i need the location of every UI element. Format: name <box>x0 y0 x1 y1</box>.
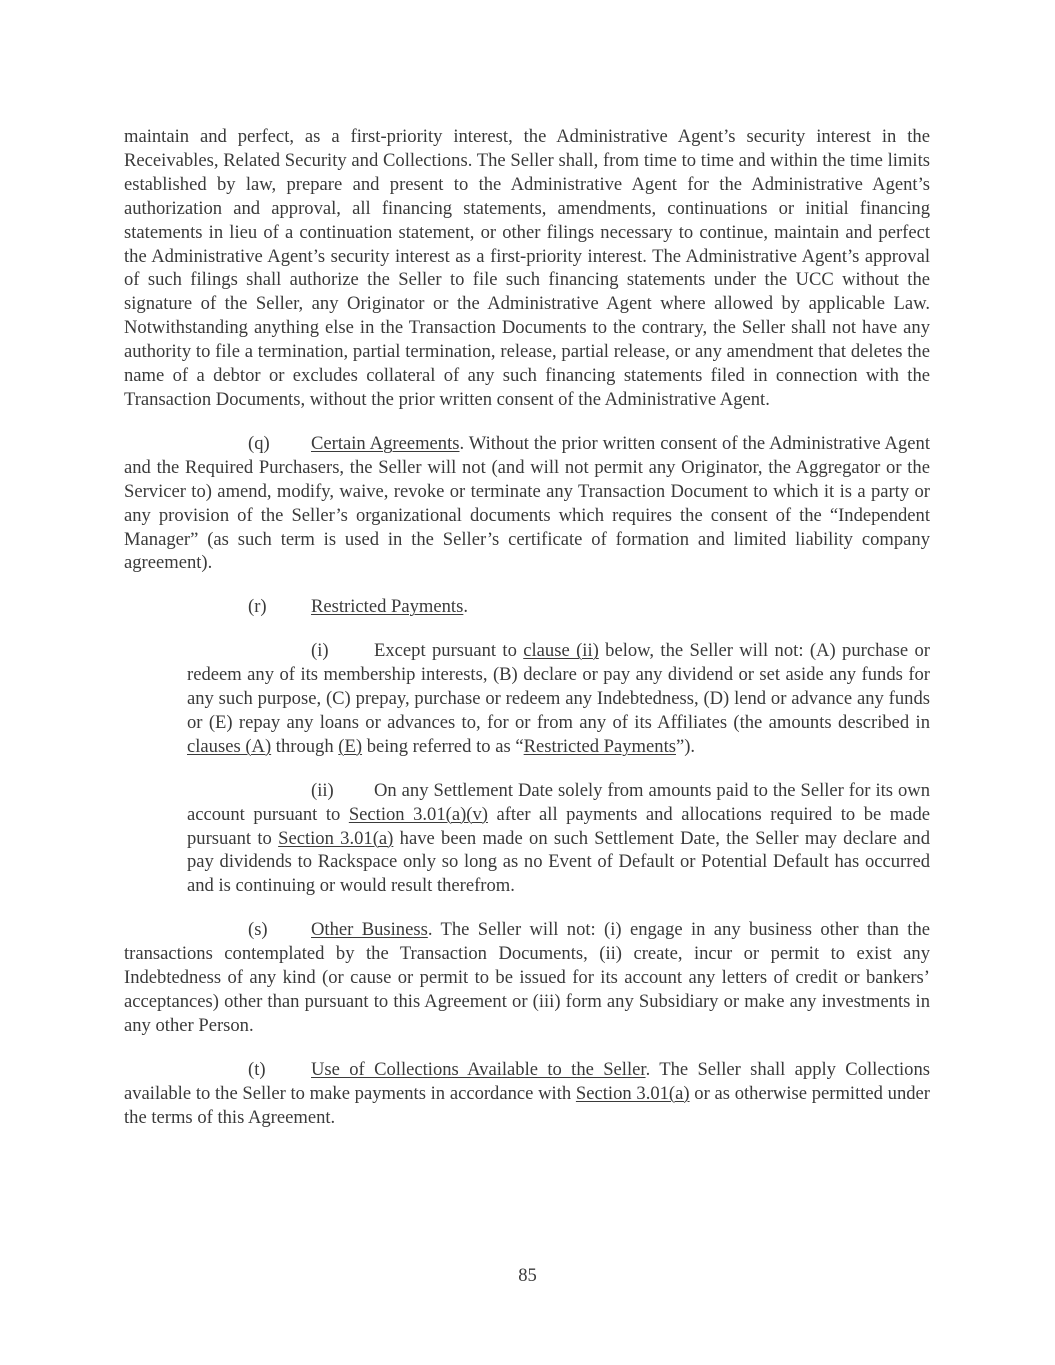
section-s <box>124 918 930 1038</box>
section-r-heading: Restricted Payments <box>311 596 464 618</box>
cross-reference: (E) <box>338 735 363 757</box>
cross-reference: Section 3.01(a) <box>575 1082 690 1104</box>
text-run: or as otherwise permitted under the terms of this Agreement. <box>124 1082 930 1128</box>
text-run: On any Settlement Date solely from amounts paid to the Seller for its own account pursuant to <box>187 779 930 825</box>
cross-reference: clauses (A) <box>187 735 272 757</box>
text-run: have been made on such Settlement Date, the Seller may declare and pay dividends to Rackspace only so long as no Event of Default or Potential Default has occurred and is continuing or would result therefrom. <box>187 827 930 897</box>
section-q-heading: Certain Agreements <box>311 432 460 454</box>
defined-term: Restricted Payments <box>523 735 676 757</box>
text-run: being referred to as “ <box>362 735 524 757</box>
section-t-heading: Use of Collections Available to the Seller <box>311 1058 646 1080</box>
section-r-i <box>187 639 930 759</box>
text-run: Except pursuant to <box>374 640 524 662</box>
paragraph-intro: maintain and perfect, as a first-priority interest, the Administrative Agent’s security interest in the Receivables, Related Security and Collections. The Seller shall, from time to time and within the time limits established by law, prepare and present to the Administrative Agent for the Administrative Agent’s authorization and approval, all financing statements, amendments, continuations or initial financing statements in lieu of a continuation statement, or other filings necessary to continue, maintain and perfect the Administrative Agent’s security interest as a first-priority interest. The Administrative Agent’s approval of such filings shall authorize the Seller to file such financing statements under the UCC without the signature of the Seller, any Originator or the Administrative Agent where allowed by applicable Law. Notwithstanding anything else in the Transaction Documents to the contrary, the Seller shall not have any authority to file a termination, partial termination, release, partial release, or any amendment that deletes the name of a debtor or excludes collateral of any such financing statements filed in connection with the Transaction Documents, without the prior written consent of the Administrative Agent. <box>124 126 930 410</box>
document-body <box>124 125 930 1130</box>
section-q <box>124 432 930 575</box>
section-r-ii-number: (ii) <box>311 779 334 801</box>
text-run: . The Seller shall apply Collections available to the Seller to make payments in accordance with <box>124 1058 930 1104</box>
section-q-number: (q) <box>248 432 270 454</box>
section-r <box>124 595 930 619</box>
section-r-number: (r) <box>248 596 267 618</box>
section-s-number: (s) <box>248 919 268 941</box>
cross-reference: clause (ii) <box>523 640 599 662</box>
section-t-number: (t) <box>248 1058 266 1080</box>
text-run: below, the Seller will not: (A) purchase or redeem any of its membership interests, (B) declare or pay any dividend or set aside any funds for any such purpose, (C) prepay, purchase or redeem any Indebtedness, (D) lend or advance any funds or (E) repay any loans or advances to, for or from any of its Affiliates (the amounts described in <box>187 640 930 733</box>
page-number: 85 <box>518 1265 537 1286</box>
text-run: after all payments and allocations required to be made pursuant to <box>187 803 931 849</box>
section-r-i-number: (i) <box>311 640 329 662</box>
section-t <box>124 1058 930 1130</box>
section-s-text: . The Seller will not: (i) engage in any business other than the transactions contemplated by the Transaction Documents, (ii) create, incur or permit to exist any Indebtedness of any kind (or cause or permit to be issued for its account any letters of credit or bankers’ acceptances) other than pursuant to this Agreement or (iii) form any Subsidiary or make any investments in any other Person. <box>124 919 931 1036</box>
section-s-heading: Other Business <box>311 919 428 941</box>
section-q-text: . Without the prior written consent of the Administrative Agent and the Required Purchasers, the Seller will not (and will not permit any Originator, the Aggregator or the Servicer to) amend, modify, waive, revoke or terminate any Transaction Document to which it is a party or any provision of the Seller’s organizational documents which requires the consent of the “Independent Manager” (as such term is used in the Seller’s certificate of formation and limited liability company agreement). <box>124 432 931 574</box>
section-r-ii <box>187 779 930 899</box>
cross-reference: Section 3.01(a) <box>278 827 394 849</box>
text-run: through <box>271 735 339 757</box>
text-run: ”). <box>675 735 696 757</box>
cross-reference: Section 3.01(a)(v) <box>348 803 488 825</box>
section-r-heading-end: . <box>463 596 468 618</box>
